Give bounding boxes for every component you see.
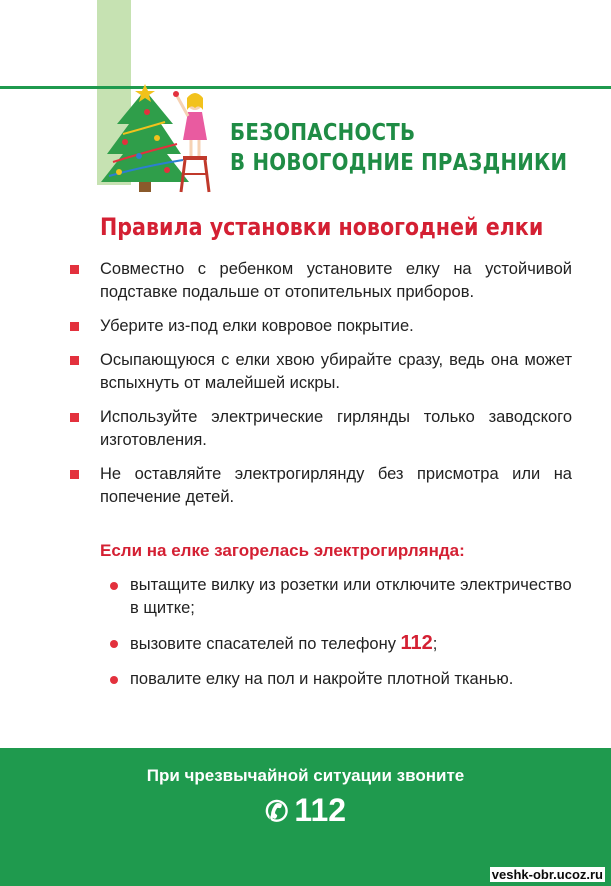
- footer-phone-number: 112: [294, 792, 347, 828]
- red-square-bullet-icon: [70, 322, 79, 331]
- phone-icon: ✆: [264, 796, 289, 827]
- page-title: [230, 118, 567, 178]
- christmas-tree-girl-illustration: [95, 82, 215, 196]
- fire-heading: Если на елке загорелась электрогирлянда:: [100, 541, 465, 560]
- rule-item: [70, 315, 572, 338]
- footer-banner: [0, 748, 611, 886]
- rule-item: [70, 349, 572, 395]
- section-heading: Правила установки новогодней елки: [100, 213, 544, 241]
- rule-text: Осыпающуюся с елки хвою убирайте сразу, ведь она может вспыхнуть от малейшей искры.: [100, 351, 572, 392]
- red-square-bullet-icon: [70, 356, 79, 365]
- site-watermark: veshk-obr.ucoz.ru: [491, 867, 603, 882]
- rule-item: [70, 463, 572, 509]
- emergency-number: 112: [400, 632, 433, 654]
- action-text: вызовите спасателей по телефону: [130, 635, 401, 653]
- rule-text: Не оставляйте электрогирлянду без присмотра или на попечение детей.: [100, 465, 572, 506]
- action-text: вытащите вилку из розетки или отключите электричество в щитке;: [130, 576, 572, 617]
- footer-text: При чрезвычайной ситуации звоните: [146, 766, 465, 785]
- red-dot-bullet-icon: [110, 640, 118, 648]
- footer-phone: [0, 792, 611, 829]
- action-item: [110, 574, 575, 620]
- title-line-2: В НОВОГОДНИЕ ПРАЗДНИКИ: [230, 150, 568, 176]
- red-dot-bullet-icon: [110, 676, 118, 684]
- rule-item: [70, 406, 572, 452]
- rule-text: Совместно с ребенком установите елку на устойчивой подставке подальше от отопительных приборов.: [100, 260, 572, 301]
- red-dot-bullet-icon: [110, 582, 118, 590]
- decorative-green-line: [0, 86, 611, 89]
- fire-actions-list: [110, 574, 575, 703]
- rules-list: [70, 258, 572, 520]
- action-item: [110, 632, 575, 656]
- action-suffix: ;: [432, 635, 438, 653]
- rule-text: Используйте электрические гирлянды только заводского изготовления.: [100, 408, 572, 449]
- action-text: повалите елку на пол и накройте плотной тканью.: [130, 670, 514, 688]
- red-square-bullet-icon: [70, 265, 79, 274]
- rule-item: [70, 258, 572, 304]
- rule-text: Уберите из-под елки ковровое покрытие.: [100, 317, 414, 335]
- action-item: [110, 668, 575, 691]
- christmas-tree-icon: [101, 84, 189, 192]
- title-line-1: БЕЗОПАСНОСТЬ: [230, 120, 416, 146]
- red-square-bullet-icon: [70, 470, 79, 479]
- red-square-bullet-icon: [70, 413, 79, 422]
